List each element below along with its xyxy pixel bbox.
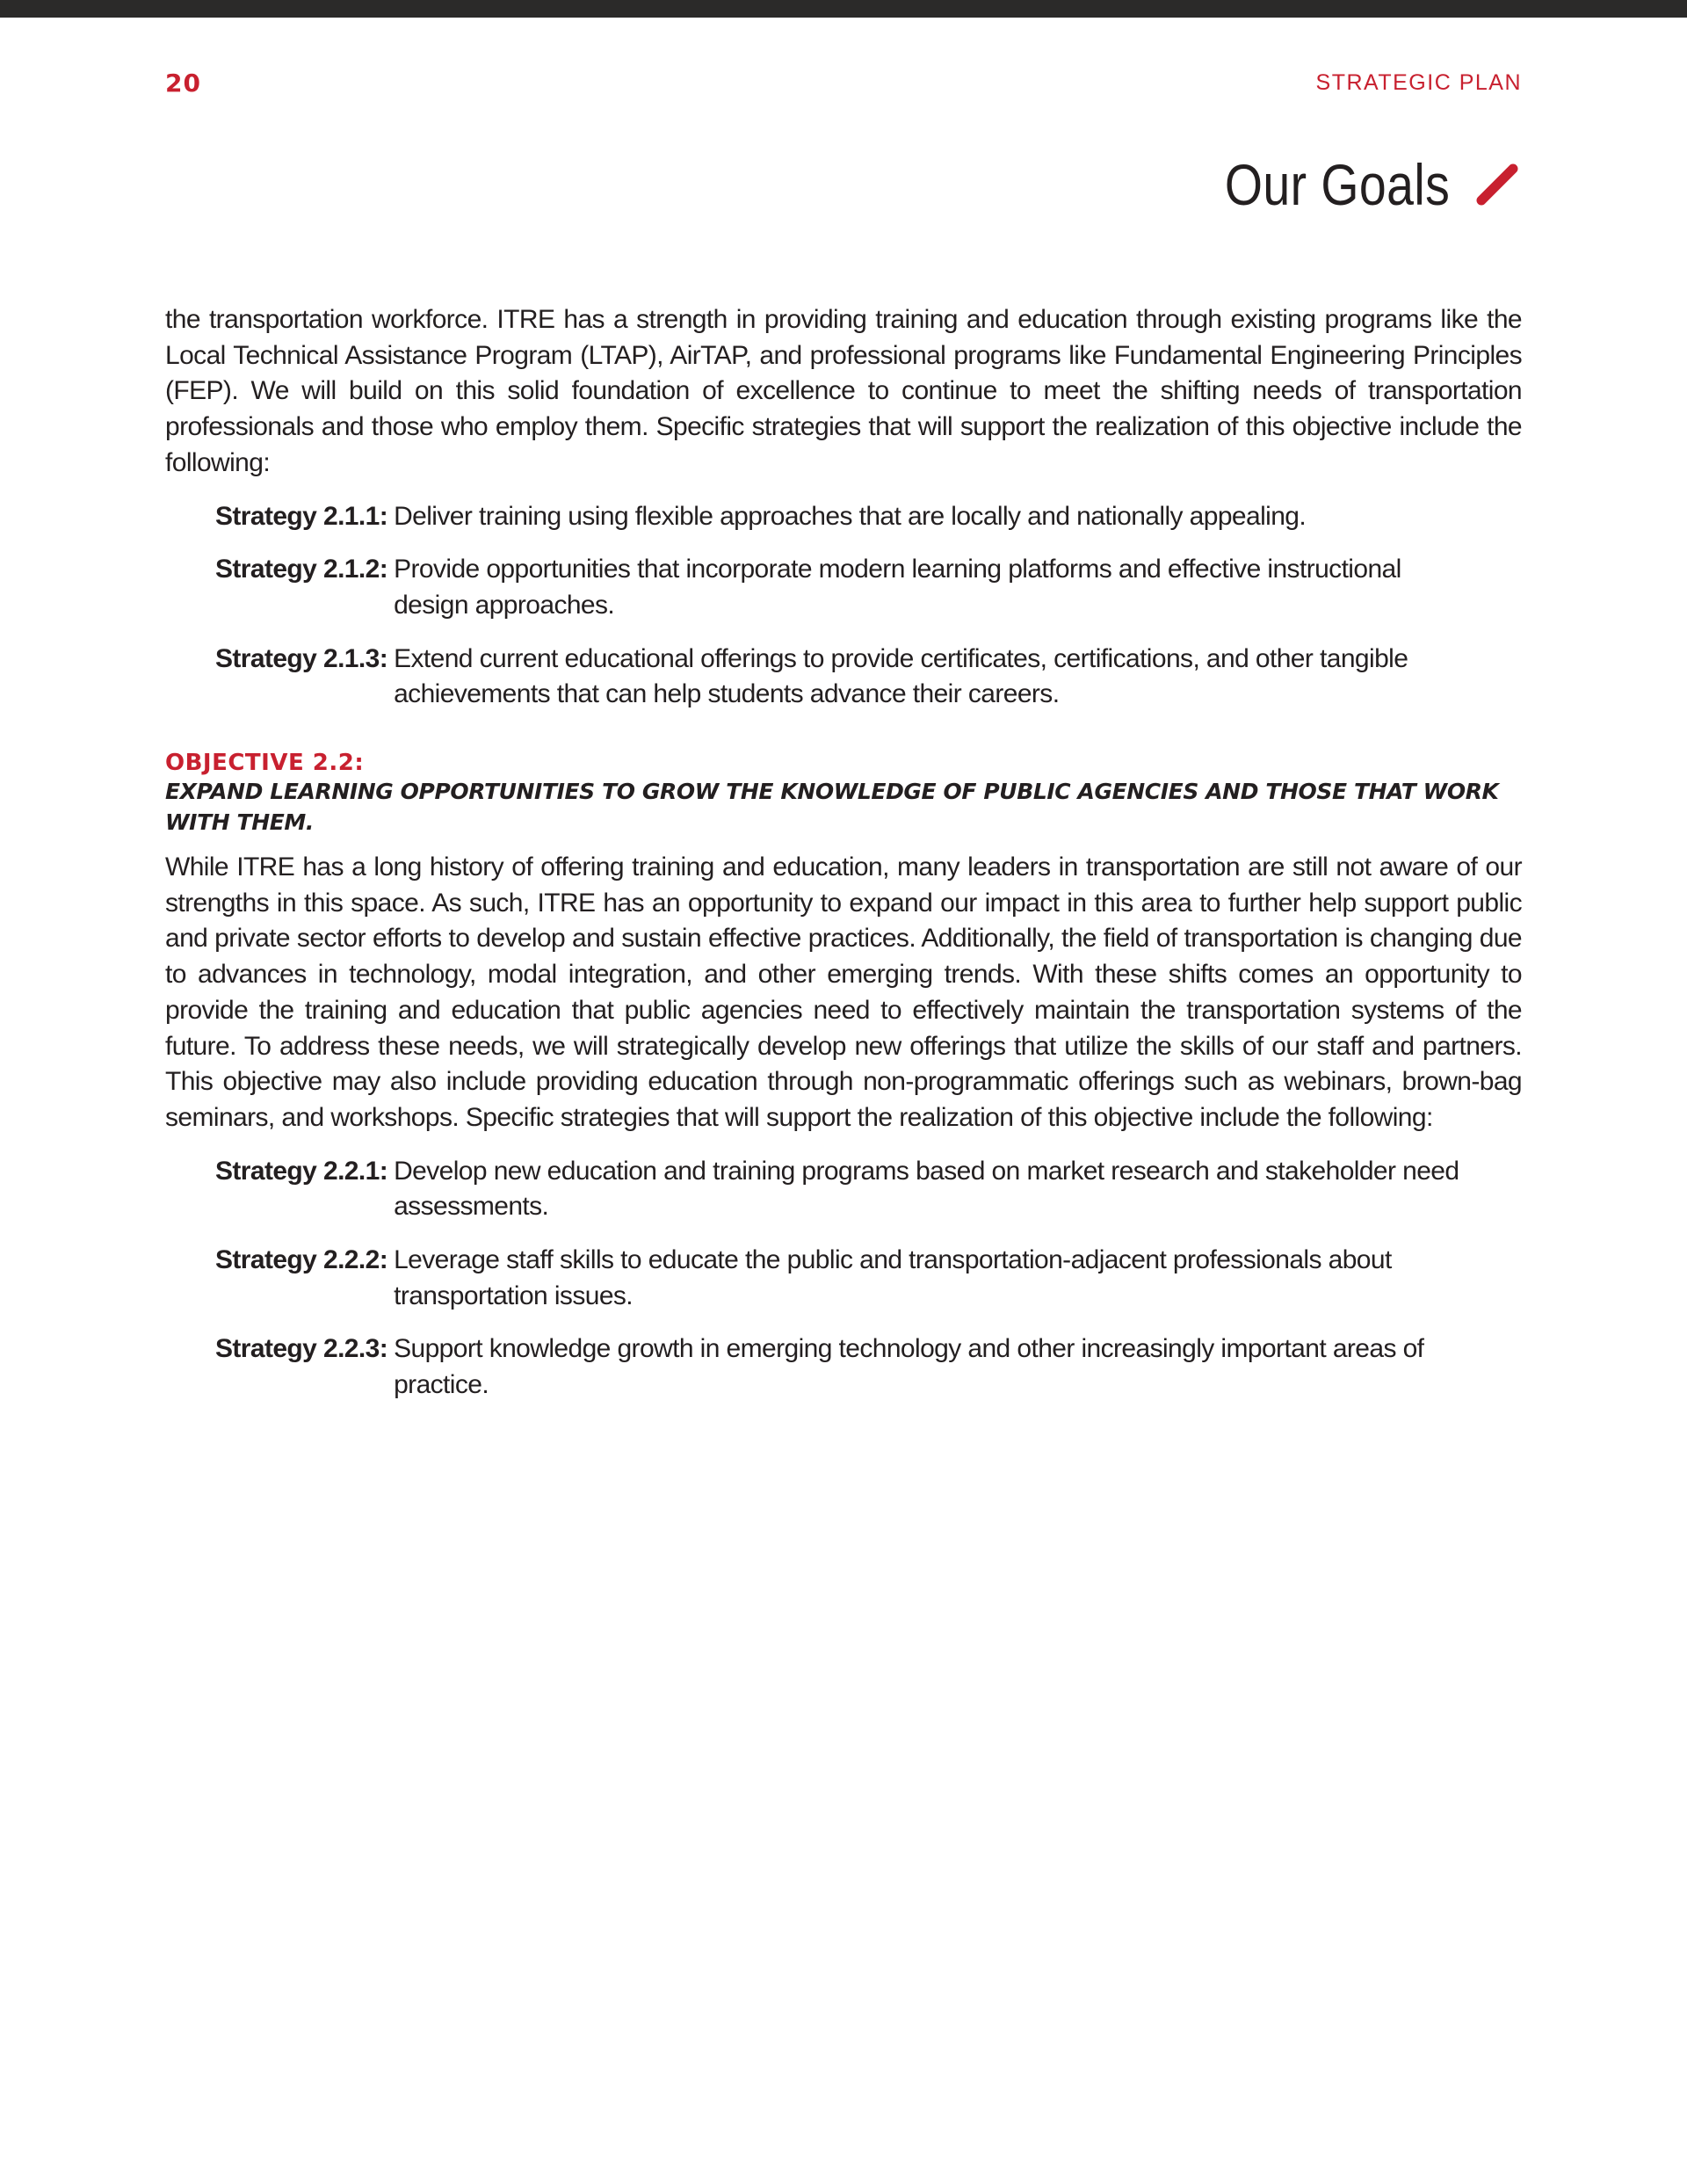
strategy-text: Leverage staff skills to educate the public and transportation-adjacent professionals about transportation issues. — [394, 1245, 1392, 1310]
strategy-label: Strategy 2.2.3: — [215, 1334, 388, 1364]
red-slash-icon — [1473, 160, 1522, 209]
objective-2-2 — [165, 750, 1522, 838]
strategy-2-1-3 — [215, 642, 1498, 713]
objective-label: OBJECTIVE 2.2: — [165, 750, 365, 777]
strategy-2-2-1 — [215, 1154, 1498, 1225]
running-head: STRATEGIC PLAN — [1315, 70, 1522, 95]
page-title-block — [1182, 151, 1522, 218]
strategy-label: Strategy 2.2.2: — [215, 1245, 388, 1275]
objective-title: EXPAND LEARNING OPPORTUNITIES TO GROW THE KNOWLEDGE OF PUBLIC AGENCIES AND THOSE THAT WORK WITH THEM. — [165, 779, 1499, 836]
strategy-label: Strategy 2.1.3: — [215, 643, 388, 673]
strategy-text: Provide opportunities that incorporate modern learning platforms and effective instructional design approaches. — [394, 555, 1401, 620]
strategy-2-1-2 — [215, 552, 1498, 623]
page-title: Our Goals — [1224, 152, 1450, 217]
strategy-text: Deliver training using flexible approaches that are locally and nationally appealing. — [394, 501, 1307, 531]
strategy-label: Strategy 2.2.1: — [215, 1156, 388, 1186]
main-content — [165, 302, 1522, 1404]
strategy-2-1-1 — [215, 499, 1498, 535]
strategy-text: Support knowledge growth in emerging technology and other increasingly important areas of practice. — [394, 1334, 1424, 1400]
strategy-text: Extend current educational offerings to provide certificates, certifications, and other tangible achievements that can help students advance their careers. — [394, 643, 1408, 709]
strategy-2-2-2 — [215, 1243, 1498, 1314]
strategy-text: Develop new education and training programs based on market research and stakeholder need assessments. — [394, 1156, 1459, 1222]
intro-paragraph: the transportation workforce. ITRE has a strength in providing training and education through existing programs like the Local Technical Assistance Program (LTAP), AirTAP, and professional programs like Fundamental Engineering Principles (FEP). We will build on this solid foundation of excellence to continue to meet the shifting needs of transportation professionals and those who employ them. Specific strategies that will support the realization of this objective include the following: — [165, 305, 1522, 477]
strategy-label: Strategy 2.1.1: — [215, 501, 388, 531]
page-number: 20 — [165, 69, 201, 98]
strategy-label: Strategy 2.1.2: — [215, 555, 388, 584]
objective-paragraph: While ITRE has a long history of offering training and education, many leaders in transportation are still not aware of our strengths in this space. As such, ITRE has an opportunity to expand our impact in this area to further help support public and private sector efforts to develop and sustain effective practices. Additionally, the field of transportation is changing due to advances in technology, modal integration, and other emerging trends. With these shifts comes an opportunity to provide the training and education that public agencies need to effectively maintain the transportation systems of the future. To address these needs, we will strategically develop new offerings that utilize the skills of our staff and partners. This objective may also include providing education through non-programmatic offerings such as webinars, brown-bag seminars, and workshops. Specific strategies that will support the realization of this objective include the following: — [165, 853, 1522, 1132]
top-bar — [0, 0, 1687, 18]
strategy-2-2-3 — [215, 1331, 1498, 1403]
